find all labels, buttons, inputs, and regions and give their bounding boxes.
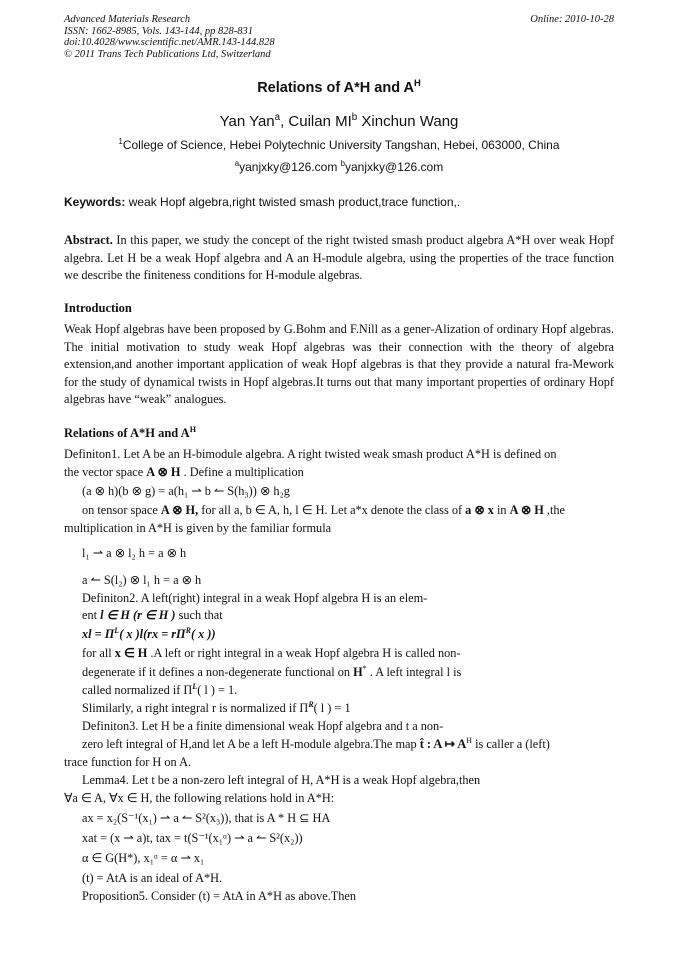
journal-name: Advanced Materials Research: [64, 14, 191, 25]
lemma-4-formula-1: ax = x₂(S⁻¹(x₁) ⇀ a ↼ S²(x₃)), that is A * H ⊆ HA: [82, 811, 331, 825]
def2-c-pre: for all: [82, 646, 115, 660]
def2-d-pre: degenerate if it defines a non-degenerate functional on: [82, 665, 354, 679]
def2-f-sup: R: [308, 699, 314, 709]
def2-formula-c: ( x )): [190, 627, 216, 641]
def3-b-sup: H: [466, 735, 472, 745]
paper-title: [0, 77, 678, 96]
def2-c-rest: .A left or right integral in a weak Hopf algebra H is called non-: [147, 646, 461, 660]
email-a: yanjxky@126.com: [239, 160, 341, 174]
def1-c-math-2: a ⊗ x: [465, 503, 494, 517]
email-b-mark: b: [340, 159, 345, 168]
doi-line: doi:10.4028/www.scientific.net/AMR.143-144.828: [64, 37, 275, 48]
def2-f-end: ( l ) = 1: [313, 701, 351, 715]
def2-f-pre: Slimilarly, a right integral r is normalized if: [82, 701, 300, 715]
lemma-4-line-1: Lemma4. Let t be a non-zero left integral of H, A*H is a weak Hopf algebra,then: [82, 773, 481, 787]
def3-b-pre: zero left integral of H,and let A be a left H-module algebra.The map: [82, 737, 420, 751]
issn-line: ISSN: 1662-8985, Vols. 143-144, pp 828-831: [64, 25, 253, 37]
def2-d-math: H: [353, 665, 363, 679]
journal-header: [64, 14, 275, 60]
def1-c-rest: for all a, b ∈ A, h, l ∈ H. Let a*x denote the class of: [198, 503, 466, 517]
def1-c-math: A ⊗ H,: [160, 503, 199, 517]
author-list: [0, 113, 678, 130]
lemma-4-line-2: [64, 791, 334, 806]
def1-c-text: on tensor space: [82, 503, 161, 517]
def2-e-sup: L: [192, 681, 198, 691]
def2-d-sup: *: [362, 663, 367, 673]
email-b: yanjxky@126.com: [345, 160, 444, 174]
abstract-paragraph: [64, 232, 614, 285]
definition-3-line-2: [82, 737, 550, 752]
keywords-text: weak Hopf algebra,right twisted smash product,trace function,.: [125, 195, 461, 209]
def1-c-in: in: [493, 503, 510, 517]
definition-3-line-3: trace function for H on A.: [64, 755, 192, 769]
def1-c-math-3: A ⊗ H: [509, 503, 544, 517]
def2-f-math: Π: [299, 701, 309, 715]
def2-e-math: Π: [183, 683, 193, 697]
abstract-text: In this paper, we study the concept of the right twisted smash product algebra A*H over weak Hopf algebra. Let H be a weak Hopf algebra and A an H-module algebra, using the properties of the trace function we describe the finiteness conditions for H-module algebras.: [64, 233, 614, 282]
def2-formula-sup-2: R: [185, 625, 191, 635]
affiliation-mark: 1: [118, 137, 123, 146]
author-1: Yan Yan: [219, 113, 275, 130]
keywords-label: Keywords:: [64, 195, 126, 209]
def2-b-end: such that: [175, 608, 223, 622]
abstract-label: Abstract.: [64, 233, 113, 247]
email-a-mark: a: [234, 159, 240, 168]
definition-2-line-5: [82, 683, 237, 698]
integral-formula-1: l₁ ⇀ a ⊗ l₂ h = a ⊗ h: [82, 546, 187, 560]
affiliation: [0, 138, 678, 152]
proposition-5-line: [82, 889, 356, 904]
affiliation-text: College of Science, Hebei Polytechnic University Tangshan, Hebei, 063000, China: [122, 138, 560, 152]
author-3: Xinchun Wang: [357, 113, 459, 130]
def2-b-math: l ∈ H (r ∈ H ): [100, 608, 176, 622]
lem4-f4-math: (t) = AtA: [82, 871, 127, 885]
lemma-4-formula-3: α ∈ G(H*), x₁ᵅ = α ⇀ x₁: [82, 851, 205, 865]
author-2: , Cuilan MI: [280, 113, 352, 130]
online-date: Online: 2010-10-28: [530, 14, 614, 25]
definition-1-line-3: [82, 503, 565, 518]
def1-b-end: . Define a multiplication: [180, 465, 304, 479]
lem4-f4-rest: is an ideal of A*H.: [126, 871, 223, 885]
definition-2-line-2: [82, 608, 223, 623]
definition-3-line-1: Definiton3. Let H be a finite dimensional weak Hopf algebra and t a non-: [82, 719, 444, 733]
lem4-b-rest: the following relations hold in A*H:: [152, 791, 335, 805]
section-heading-superscript: H: [189, 424, 197, 434]
def2-e-end: ( l ) = 1.: [197, 683, 238, 697]
definition-2-line-3: [82, 646, 461, 661]
def1-b-text: the vector space: [64, 465, 147, 479]
def2-formula-a: xl = Π: [82, 627, 115, 641]
def2-formula-b: ( x )l(rx = rΠ: [119, 627, 186, 641]
introduction-paragraph: Weak Hopf algebras have been proposed by G.Bohm and F.Nill as a gener-Alization of ordinary Hopf algebras. The initial motivation to study weak Hopf algebras was their connection with the theory of algebra extension,and another important application of weak Hopf algebras is that they provide a natural fra-Mework for the study of dynamical twists in Hopf algebras.It turns out that many important properties of ordinary Hopf algebras have “weak” analogues.: [64, 322, 614, 406]
introduction-heading: Introduction: [64, 301, 132, 315]
def2-d-end: . A left integral l is: [366, 665, 462, 679]
integral-formula-2: a ↼ S(l₂) ⊗ l₁ h = a ⊗ h: [82, 573, 202, 587]
integral-definition-formula: [82, 627, 216, 642]
section-heading-text: Relations of A*H and A: [64, 426, 190, 440]
definition-1-line-2: [64, 465, 304, 480]
def3-b-math: t̂ : A ↦ A: [419, 737, 467, 751]
def2-b-pre: ent: [82, 608, 101, 622]
section-heading: [64, 426, 196, 441]
multiplication-formula: (a ⊗ h)(b ⊗ g) = a(h₁ ⇀ b ↼ S(h₃)) ⊗ h₂g: [82, 484, 290, 498]
def1-b-math: A ⊗ H: [146, 465, 181, 479]
definition-2-line-4: [82, 665, 461, 680]
copyright-line: © 2011 Trans Tech Publications Ltd, Switzerland: [64, 48, 271, 60]
definition-2-line-1: Definiton2. A left(right) integral in a weak Hopf algebra H is an elem-: [82, 591, 428, 605]
lemma-4-formula-2: xat = (x ⇀ a)t, tax = t(S⁻¹(x₁ᵅ) ⇀ a ↼ S²(x₂)): [82, 831, 303, 845]
def2-formula-sup-1: L: [114, 625, 120, 635]
def2-c-math: x ∈ H: [114, 646, 148, 660]
author-2-mark: b: [351, 112, 358, 123]
prop5-pre: Proposition5. Consider: [82, 889, 199, 903]
definition-1-line-1: Definiton1. Let A be an H-bimodule algebra. A right twisted weak smash product A*H is defined on: [64, 447, 557, 461]
title-text: Relations of A*H and A: [257, 80, 415, 96]
title-superscript: H: [414, 77, 421, 89]
definition-1-line-4: multiplication in A*H is given by the familiar formula: [64, 521, 332, 535]
lemma-4-line-3: [82, 871, 222, 886]
def3-b-end: is caller a (left): [472, 737, 550, 751]
lem4-b-math: ∀a ∈ A, ∀x ∈ H,: [64, 791, 153, 805]
author-1-mark: a: [274, 112, 281, 123]
prop5-math: (t) = AtA: [198, 889, 243, 903]
keywords-line: [64, 195, 460, 209]
author-emails: [0, 160, 678, 174]
prop5-end: in A*H as above.Then: [243, 889, 357, 903]
def1-c-end: ,the: [543, 503, 565, 517]
def2-e-pre: called normalized if: [82, 683, 184, 697]
definition-2-line-6: [82, 701, 351, 716]
